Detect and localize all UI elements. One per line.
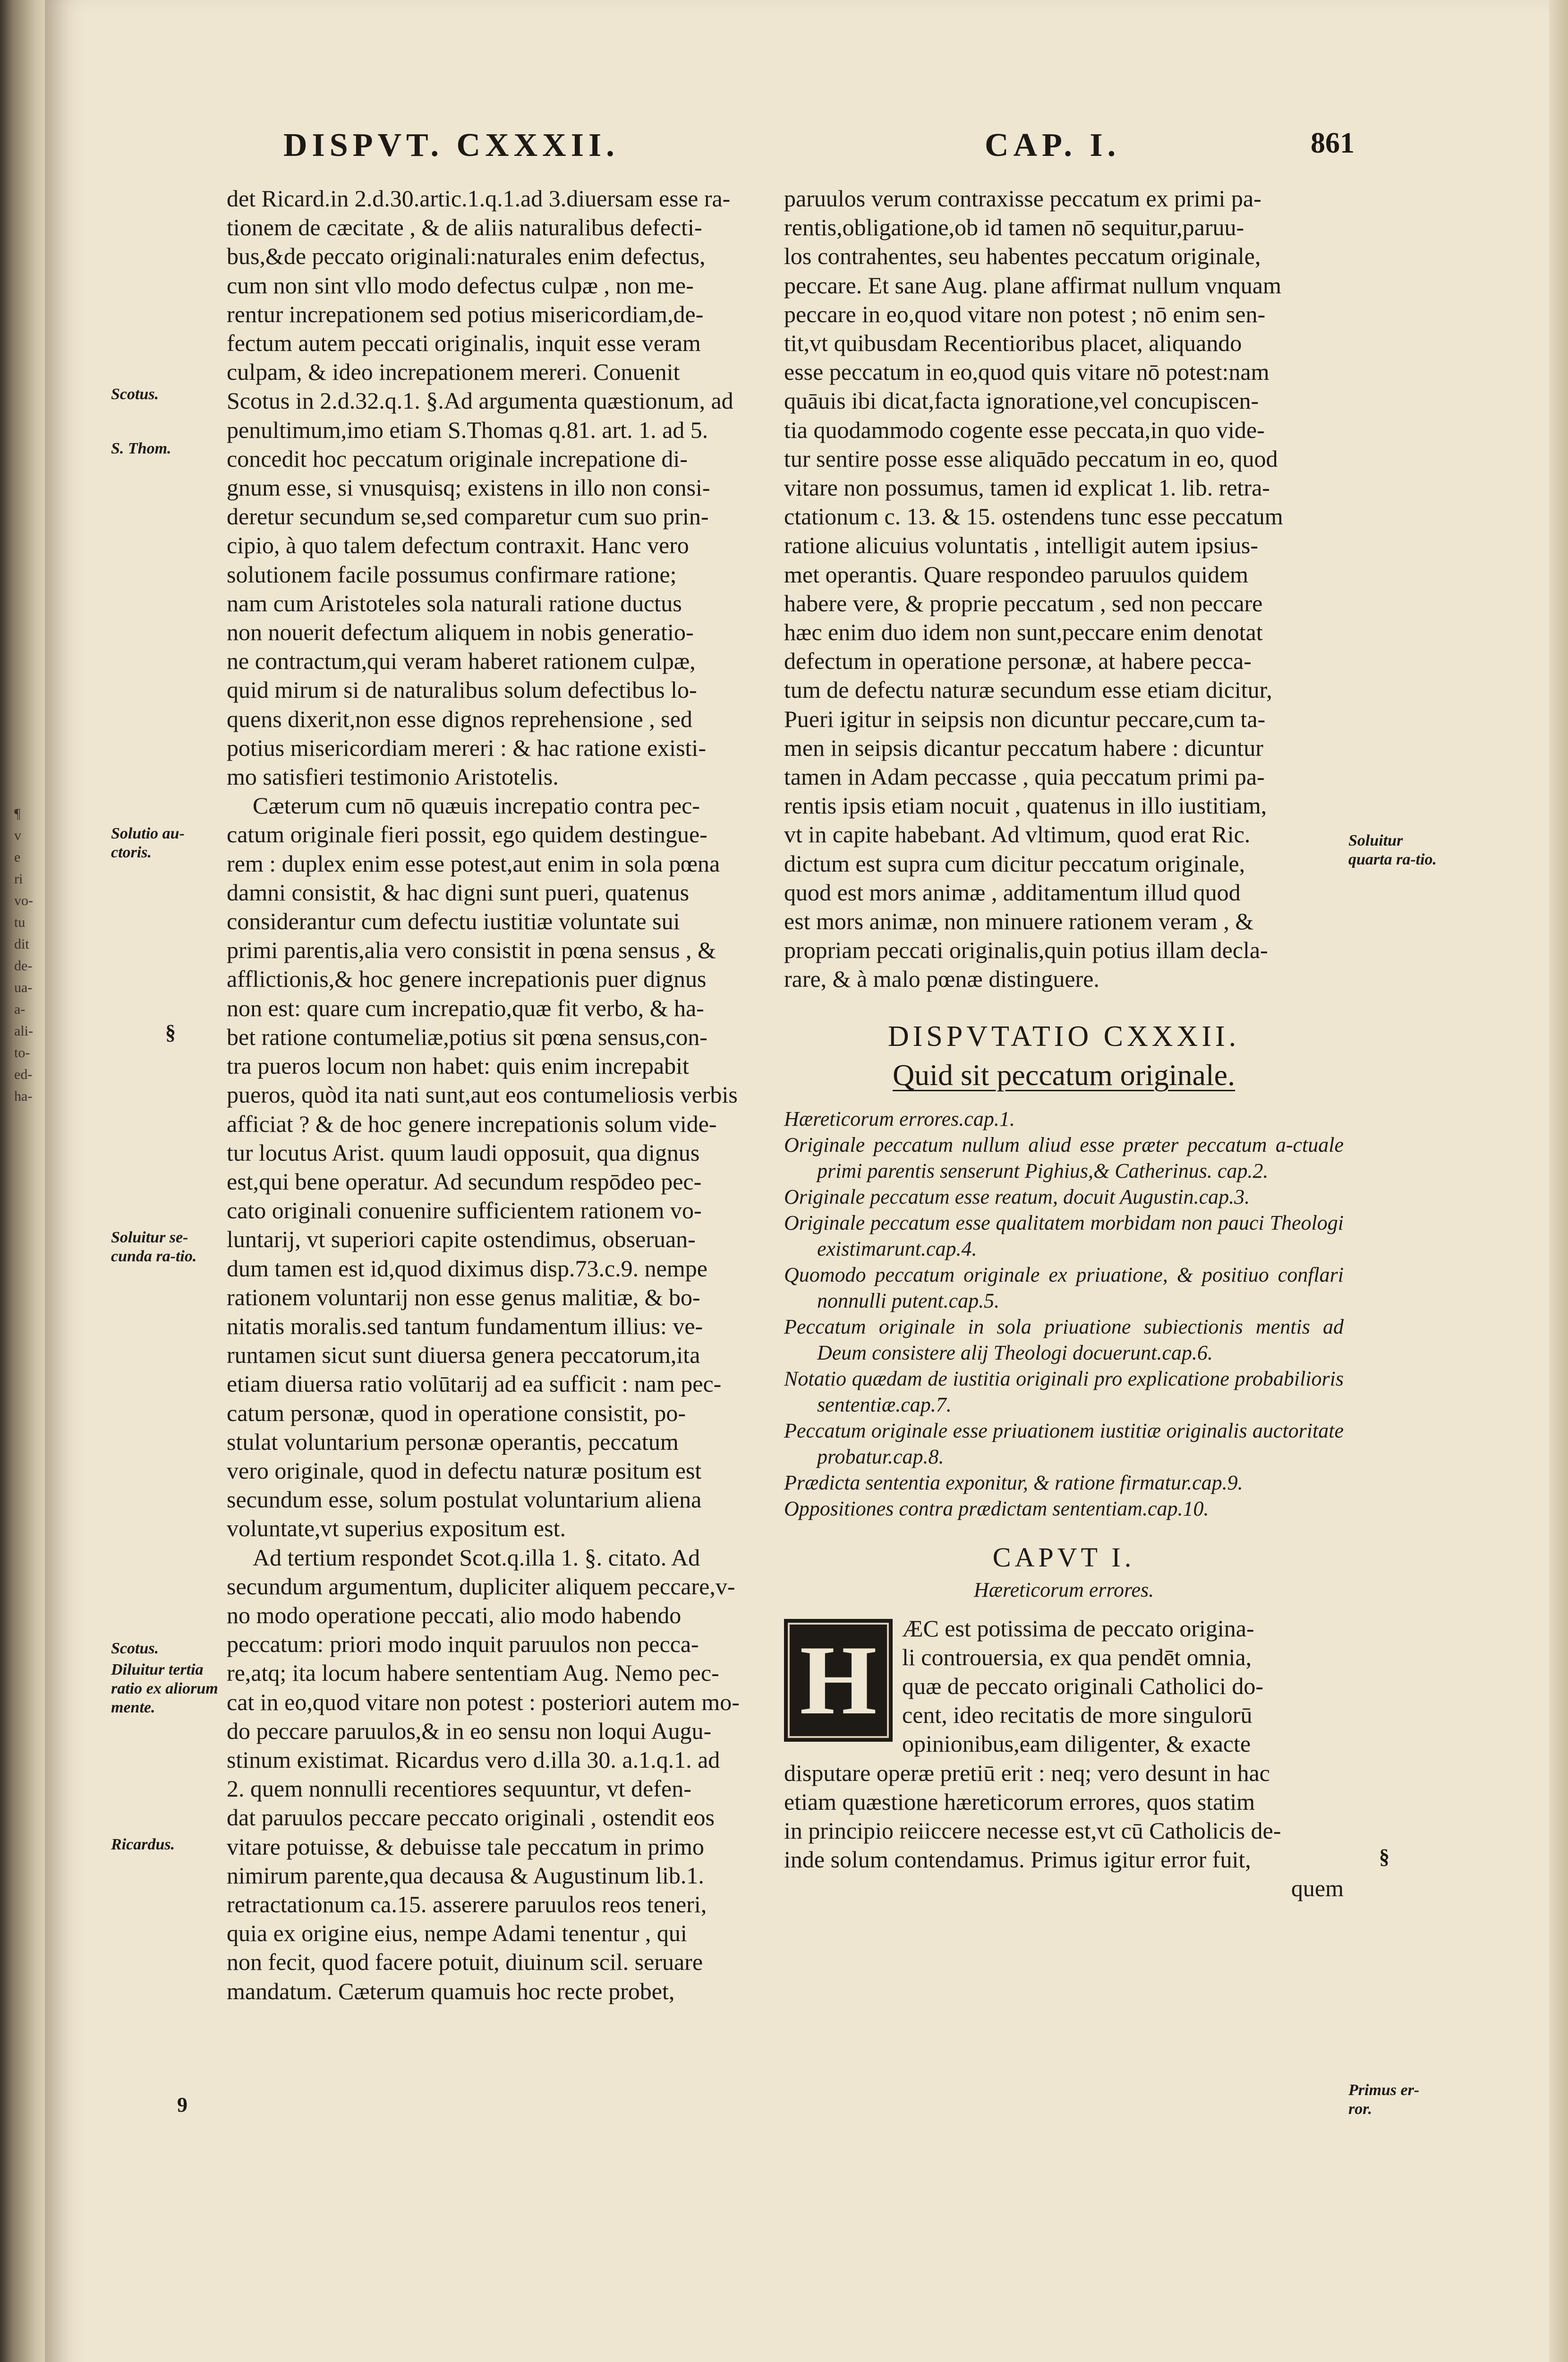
text-line: non nouerit defectum aliquem in nobis generatio- <box>227 619 694 646</box>
contents-item: Oppositiones contra prædictam sententiam.cap.10. <box>784 1497 1209 1521</box>
text-line: rentur increpationem sed potius misericordiam,de- <box>227 300 704 327</box>
text-line: vt in capite habebant. Ad vltimum, quod erat Ric. <box>784 821 1251 848</box>
margin-note-primus-error: Primus er-ror. <box>1348 2081 1420 2118</box>
text-line: stulat voluntarium personæ operantis, peccatum <box>227 1428 679 1455</box>
contents-item: Hæreticorum errores.cap.1. <box>784 1107 1015 1131</box>
book-spine-adjacent-page: ¶ v e ri vo- tu dit de- ua- a- ali- to- ed- ha- <box>0 0 52 2362</box>
text-line: inde solum contendamus. Primus igitur error fuit, <box>784 1846 1251 1873</box>
page-edge <box>1549 0 1568 2362</box>
text-line: mo satisfieri testimonio Aristotelis. <box>227 763 559 790</box>
running-head-left: DISPVT. CXXXII. <box>283 127 619 163</box>
text-line: Cæterum cum nō quæuis increpatio contra pec- <box>253 792 700 819</box>
text-line: gnum esse, si vnusquisq; existens in illo non consi- <box>227 474 710 501</box>
text-line: dat paruulos peccare peccato originali , ostendit eos <box>227 1804 715 1831</box>
text-line: det Ricard.in 2.d.30.artic.1.q.1.ad 3.diuersam esse ra- <box>227 185 731 212</box>
contents-item: Originale peccatum nullum aliud esse præter peccatum a-ctuale primi parentis senserunt Pighius,& Catherinus. cap.2. <box>784 1133 1344 1183</box>
text-line: voluntate,vt superius expositum est. <box>227 1515 566 1542</box>
text-line: hæc enim duo idem non sunt,peccare enim denotat <box>784 619 1263 646</box>
text-line: Scotus in 2.d.32.q.1. §.Ad argumenta quæstionum, ad <box>227 387 733 414</box>
text-line: bus,&de peccato originali:naturales enim defectus, <box>227 243 706 270</box>
text-line: tit,vt quibusdam Recentioribus placet, aliquando <box>784 330 1242 357</box>
text-line: ctationum c. 13. & 15. ostendens tunc esse peccatum <box>784 503 1283 530</box>
margin-note-soluitur-secunda: Soluitur se-cunda ra-tio. <box>111 1229 197 1265</box>
catchword: quem <box>1291 1875 1344 1902</box>
text-line: tur sentire posse esse aliquādo peccatum in eo, quod <box>784 445 1278 472</box>
text-line: rem : duplex enim esse potest,aut enim in sola pœna <box>227 850 720 877</box>
right-text-column <box>784 184 1379 1903</box>
margin-note-ricardus: Ricardus. <box>111 1836 175 1853</box>
text-line: etiam quæstione hæreticorum errores, quos statim <box>784 1788 1255 1815</box>
caput-title: CAPVT I. <box>992 1542 1135 1573</box>
margin-note-scotus: Scotus. <box>111 385 159 403</box>
text-line: li controuersia, ex qua pendēt omnia, <box>902 1643 1252 1670</box>
contents-item: Peccatum originale esse priuationem iustitiæ originalis auctoritate probatur.cap.8. <box>784 1419 1344 1469</box>
running-head-right: CAP. I. <box>985 127 1121 163</box>
text-line: rentis ipsis etiam nocuit , quatenus in illo iustitiam, <box>784 792 1267 819</box>
text-line: rentis,obligatione,ob id tamen nō sequitur,paruu- <box>784 214 1244 241</box>
text-line: ÆC est potissima de peccato origina- <box>902 1615 1254 1642</box>
marginal-mark: 9 <box>177 2093 187 2116</box>
text-line: no modo operatione peccati, alio modo habendo <box>227 1601 682 1628</box>
text-line: quens dixerit,non esse dignos reprehensione , sed <box>227 705 692 732</box>
text-line: disputare operæ pretiū erit : neq; vero desunt in hac <box>784 1759 1270 1786</box>
opening-paragraph <box>784 1614 1344 1874</box>
text-line: afflictionis,& hoc genere increpationis puer dignus <box>227 966 707 993</box>
text-line: catum originale fieri possit, ego quidem destingue- <box>227 821 707 848</box>
caput-subtitle: Hæreticorum errores. <box>973 1578 1154 1602</box>
text-line: paruulos verum contraxisse peccatum ex primi pa- <box>784 185 1261 212</box>
text-line: nimirum parente,qua decausa & Augustinum lib.1. <box>227 1862 704 1889</box>
text-line: tum de defectu naturæ secundum esse etiam dicitur, <box>784 676 1272 703</box>
text-line: re,atq; ita locum habere sententiam Aug. Nemo pec- <box>227 1660 719 1686</box>
text-line: vitare non possumus, tamen id explicat 1. lib. retra- <box>784 474 1270 501</box>
page-number: 861 <box>1311 127 1355 159</box>
text-line: runtamen sicut sunt diuersa genera peccatorum,ita <box>227 1342 700 1369</box>
text-line: men in seipsis dicantur peccatum habere : dicuntur <box>784 734 1263 761</box>
text-line: los contrahentes, seu habentes peccatum originale, <box>784 243 1261 270</box>
contents-item: Notatio quædam de iustitia originali pro explicatione probabilioris sententiæ.cap.7. <box>784 1367 1344 1417</box>
margin-note-s-thom: S. Thom. <box>111 440 171 457</box>
text-line: deretur secundum se,sed comparetur cum suo prin- <box>227 503 709 530</box>
text-line: est,qui bene operatur. Ad secundum respōdeo pec- <box>227 1168 702 1195</box>
contents-item: Quomodo peccatum originale ex priuatione, & positiuo conflari nonnulli putent.cap.5. <box>784 1263 1344 1313</box>
text-line: Pueri igitur in seipsis non dicuntur peccare,cum ta- <box>784 705 1266 732</box>
text-line: peccare in eo,quod vitare non potest ; nō enim sen- <box>784 300 1266 327</box>
text-line: defectum in operatione personæ, at habere pecca- <box>784 648 1252 675</box>
text-line: dictum est supra cum dicitur peccatum originale, <box>784 850 1245 877</box>
text-line: secundum argumentum, dupliciter aliquem peccare,v- <box>227 1573 735 1600</box>
text-line: luntarij, vt superiori capite ostendimus, obseruan- <box>227 1226 696 1253</box>
text-line: tamen in Adam peccasse , quia peccatum primi pa- <box>784 763 1265 790</box>
text-line: non fecit, quod facere potuit, diuinum scil. seruare <box>227 1949 703 1976</box>
text-line: secundum esse, solum postulat voluntarium aliena <box>227 1486 702 1513</box>
text-line: quia ex origine eius, nempe Adami tenentur , qui <box>227 1920 687 1947</box>
text-line: 2. quem nonnulli recentiores sequuntur, vt defen- <box>227 1775 691 1802</box>
marginal-mark: § <box>1379 1845 1389 1868</box>
text-line: propriam peccati originalis,quin potius illam decla- <box>784 937 1268 964</box>
text-line: met operantis. Quare respondeo paruulos quidem <box>784 561 1249 588</box>
book-page <box>45 0 1568 2362</box>
text-line: cat in eo,quod vitare non potest : posteriori autem mo- <box>227 1688 740 1715</box>
text-line: tra pueros locum non habet: quis enim increpabit <box>227 1053 689 1079</box>
text-line: primi parentis,alia vero consistit in pœna sensus , & <box>227 937 716 964</box>
text-line: tia quodammodo cogente esse peccata,in quo vide- <box>784 416 1265 443</box>
text-line: etiam diuersa ratio volūtarij ad ea sufficit : nam pec- <box>227 1370 722 1397</box>
text-line: quæ de peccato originali Catholici do- <box>902 1672 1264 1699</box>
text-line: damni consistit, & hac digni sunt pueri, quatenus <box>227 879 690 906</box>
text-line: culpam, & ideo increpationem mereri. Conuenit <box>227 359 680 385</box>
text-line: peccare. Et sane Aug. plane affirmat nullum vnquam <box>784 272 1281 299</box>
text-line: retractationum ca.15. asserere paruulos reos teneri, <box>227 1891 707 1917</box>
margin-note-diluitur-tertia: Diluitur tertia ratio ex aliorum mente. <box>111 1661 218 1716</box>
text-line: bet ratione contumeliæ,potius sit pœna sensus,con- <box>227 1023 707 1050</box>
contents-item: Peccatum originale in sola priuatione subiectionis mentis ad Deum consistere alij Theologi docuerunt.cap.6. <box>784 1315 1344 1365</box>
text-line: catum personæ, quod in operatione consistit, po- <box>227 1399 686 1426</box>
text-line: Ad tertium respondet Scot.q.illa 1. §. citato. Ad <box>253 1544 700 1571</box>
text-line: ratione alicuius voluntatis , intelligit autem ipsius- <box>784 532 1259 559</box>
text-line: esse peccatum in eo,quod quis vitare nō potest:nam <box>784 359 1270 385</box>
text-line: quid mirum si de naturalibus solum defectibus lo- <box>227 676 697 703</box>
text-line: nitatis moralis.sed tantum fundamentum illius: ve- <box>227 1312 703 1339</box>
text-line: non est: quare cum increpatio,quæ fit verbo, & ha- <box>227 994 704 1021</box>
text-line: penultimum,imo etiam S.Thomas q.81. art. 1. ad 5. <box>227 416 708 443</box>
margin-note-solutio-auctoris: Solutio au-ctoris. <box>111 825 185 861</box>
text-line: afficiat ? & de hoc genere increpationis solum vide- <box>227 1110 717 1137</box>
text-line: ne contractum,qui veram haberet rationem culpæ, <box>227 648 696 675</box>
text-line: est mors animæ, non minuere rationem veram , & <box>784 908 1254 935</box>
text-line: stinum existimat. Ricardus vero d.illa 30. a.1.q.1. ad <box>227 1746 720 1773</box>
decorated-initial: H <box>784 1619 893 1742</box>
margin-note-scotus-2: Scotus. <box>111 1640 159 1657</box>
text-line: potius misericordiam mereri : & hac ratione existi- <box>227 734 706 761</box>
text-line: opinionibus,eam diligenter, & exacte <box>902 1730 1251 1757</box>
text-line: rationem voluntarij non esse genus malitiæ, & bo- <box>227 1284 700 1310</box>
text-line: do peccare paruulos,& in eo sensu non loqui Augu- <box>227 1717 712 1744</box>
text-line: dum tamen est id,quod diximus disp.73.c.9. nempe <box>227 1255 707 1282</box>
text-line: nam cum Aristoteles sola naturali ratione ductus <box>227 590 682 616</box>
marginal-mark: § <box>165 1021 176 1044</box>
text-line: in principio reiiccere necesse est,vt cū Catholicis de- <box>784 1817 1281 1844</box>
text-line: fectum autem peccati originalis, inquit esse veram <box>227 330 701 357</box>
text-line: tionem de cæcitate , & de aliis naturalibus defecti- <box>227 214 702 241</box>
text-line: solutionem facile possumus confirmare ratione; <box>227 561 677 588</box>
text-line: rare, & à malo pœnæ distinguere. <box>784 966 1099 993</box>
text-line: quod est mors animæ , additamentum illud quod <box>784 879 1241 906</box>
disputatio-subtitle: Quid sit peccatum originale. <box>892 1058 1236 1092</box>
margin-note-soluitur-quarta: Soluitur quarta ra-tio. <box>1348 832 1437 868</box>
text-line: pueros, quòd ita nati sunt,aut eos contumeliosis verbis <box>227 1081 738 1108</box>
text-line: cum non sint vllo modo defectus culpæ , non me- <box>227 272 694 299</box>
disputatio-title: DISPVTATIO CXXXII. <box>887 1020 1240 1053</box>
contents-item: Prædicta sententia exponitur, & ratione firmatur.cap.9. <box>784 1471 1243 1495</box>
text-line: quāuis ibi dicat,facta ignoratione,vel concupiscen- <box>784 387 1259 414</box>
text-line: cipio, à quo talem defectum contraxit. Hanc vero <box>227 532 689 559</box>
left-text-column <box>227 184 822 2006</box>
text-line: concedit hoc peccatum originale increpatione di- <box>227 445 688 472</box>
contents-item: Originale peccatum esse qualitatem morbidam non pauci Theologi existimarunt.cap.4. <box>784 1211 1344 1261</box>
text-line: cato originali conuenire sufficientem rationem vo- <box>227 1197 702 1224</box>
text-line: vitare potuisse, & debuisse tale peccatum in primo <box>227 1833 704 1860</box>
chapter-contents-list <box>784 1106 1344 1522</box>
text-line: cent, ideo recitatis de more singulorū <box>902 1702 1253 1729</box>
text-line: habere vere, & proprie peccatum , sed non peccare <box>784 590 1263 616</box>
text-line: vero originale, quod in defectu naturæ positum est <box>227 1457 702 1484</box>
text-line: tur locutus Arist. quum laudi opposuit, qua dignus <box>227 1139 700 1166</box>
text-line: considerantur cum defectu iustitiæ voluntate sui <box>227 908 680 935</box>
text-line: mandatum. Cæterum quamuis hoc recte probet, <box>227 1977 675 2004</box>
contents-item: Originale peccatum esse reatum, docuit Augustin.cap.3. <box>784 1185 1250 1209</box>
text-line: peccatum: priori modo inquit paruulos non pecca- <box>227 1631 699 1658</box>
